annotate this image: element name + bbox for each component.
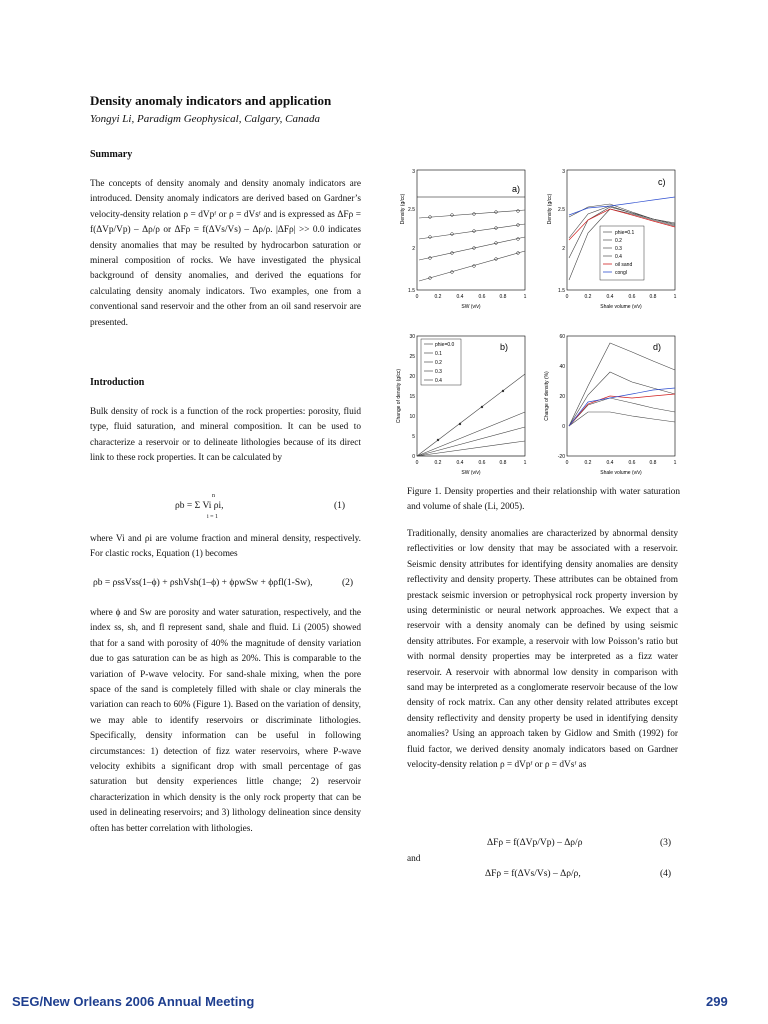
- svg-text:0: 0: [415, 294, 419, 300]
- svg-text:3: 3: [412, 169, 415, 175]
- introduction-heading: Introduction: [90, 377, 145, 388]
- svg-text:0.6: 0.6: [628, 294, 636, 300]
- panel-d-xlabel: Shale volume (v/v): [600, 470, 642, 476]
- svg-text:0: 0: [565, 460, 569, 466]
- panel-d-label: d): [653, 342, 662, 352]
- panel-c-xlabel: Shale volume (v/v): [600, 304, 642, 310]
- svg-text:0.6: 0.6: [478, 460, 486, 466]
- svg-text:5: 5: [412, 434, 415, 440]
- svg-text:60: 60: [559, 334, 565, 340]
- svg-text:2: 2: [412, 246, 415, 252]
- panel-a-label: a): [512, 184, 521, 194]
- svg-text:phie=0.1: phie=0.1: [615, 230, 635, 236]
- panel-b-xlabel: SW (v/v): [461, 470, 481, 476]
- figure-1: [388, 160, 698, 480]
- svg-text:1: 1: [523, 460, 527, 466]
- svg-text:0.8: 0.8: [649, 460, 657, 466]
- svg-text:-20: -20: [557, 454, 565, 460]
- svg-text:2: 2: [562, 246, 565, 252]
- panel-c-ylabel: Density (g/cc): [547, 193, 553, 225]
- svg-text:25: 25: [409, 354, 415, 360]
- svg-text:10: 10: [409, 414, 415, 420]
- svg-text:0.4: 0.4: [615, 254, 622, 260]
- svg-text:40: 40: [559, 364, 565, 370]
- svg-text:0.2: 0.2: [434, 460, 442, 466]
- equation-1-sum-top: n: [212, 493, 215, 499]
- summary-text: The concepts of density anomaly and density anomaly indicators are introduced. Density anomaly indicators are derived based on Gardner’s velocity-density relation ρ = dVpᶠ or ρ = dVsᶠ and is expressed as ΔFρ = f(ΔVp/Vp) – Δρ/ρ or ΔFρ = f(ΔVs/Vs) – Δρ/ρ. |ΔFρ| >> 0.0 indicates density anomalies that may be resulted by hydrocarbon saturation or mineral composition of rocks. We have investigated the physical background of density anomalies, and derived the equations for calculating density anomaly indicators. Two examples, one from a conventional sand reservoir and the other from an oil sand reservoir are presented.: [90, 179, 361, 328]
- svg-text:0.2: 0.2: [434, 294, 442, 300]
- page-number: 299: [706, 994, 728, 1009]
- equation-3-number: (3): [660, 838, 672, 848]
- equation-2: ρb = ρssVss(1–ϕ) + ρshVsh(1–ϕ) + ϕρwSw + ϕρfl(1-Sw),: [93, 578, 313, 588]
- svg-text:0.4: 0.4: [606, 460, 614, 466]
- authors: Yongyi Li, Paradigm Geophysical, Calgary, Canada: [90, 113, 320, 125]
- svg-text:30: 30: [409, 334, 415, 340]
- svg-text:0.2: 0.2: [584, 294, 592, 300]
- svg-text:20: 20: [559, 394, 565, 400]
- svg-text:0.4: 0.4: [435, 378, 442, 384]
- svg-text:0.3: 0.3: [615, 246, 622, 252]
- right-paragraph-1: Traditionally, density anomalies are characterized by abnormal density reflectivities or low density that may be associated with a reservoir. Seismic density attributes for identifying density anomalies are density reflectivity and density property. These attributes can be obtained from prestack seismic inversion or petrophysical rock property inversion by using deterministic or neural network approaches. We expect that a reservoir with a density anomaly can be defined by using seismic density attributes. For example, a reservoir with low Poisson’s ratio but with normal density properties may be interpreted as a fizz water reservoir. A reservoir with abnormal low density in comparison with sand may be interpreted as a conglomerate reservoir because of the low density of rock matrix. Can any other density related attributes except density reflectivity and density property be used in identifying density anomalies? Using an approach taken by Gidlow and Smith (1992) for fluid factor, we derived density anomaly indicators based on Gardner velocity-density relation ρ = dVpᶠ or ρ = dVsᶠ as: [407, 529, 678, 771]
- svg-text:0.2: 0.2: [584, 460, 592, 466]
- footer-meeting: SEG/New Orleans 2006 Annual Meeting: [12, 994, 255, 1009]
- svg-text:0.2: 0.2: [435, 360, 442, 366]
- svg-text:0: 0: [412, 454, 415, 460]
- svg-text:0.2: 0.2: [615, 238, 622, 244]
- summary-heading: Summary: [90, 149, 133, 160]
- svg-text:15: 15: [409, 394, 415, 400]
- svg-text:0.3: 0.3: [435, 369, 442, 375]
- svg-text:1.5: 1.5: [408, 288, 415, 294]
- svg-text:2.5: 2.5: [408, 207, 415, 213]
- equation-4-number: (4): [660, 869, 672, 879]
- panel-c-label: c): [658, 177, 666, 187]
- panel-a: [400, 169, 527, 310]
- svg-text:congl: congl: [615, 270, 627, 276]
- equation-3: ΔFρ = f(ΔVp/Vp) – Δρ/ρ: [487, 838, 583, 848]
- equation-1-sum-bottom: i = 1: [207, 514, 219, 520]
- svg-text:1.5: 1.5: [558, 288, 565, 294]
- svg-text:0.8: 0.8: [499, 294, 507, 300]
- panel-d: [544, 334, 677, 476]
- panel-b-label: b): [500, 342, 509, 352]
- and-text: and: [407, 854, 421, 864]
- svg-text:0: 0: [415, 460, 419, 466]
- equation-1-number: (1): [334, 501, 346, 511]
- svg-text:phie=0.0: phie=0.0: [435, 342, 455, 348]
- svg-text:1: 1: [523, 294, 527, 300]
- panel-d-ylabel: Change of density (%): [544, 371, 550, 421]
- svg-text:0.6: 0.6: [478, 294, 486, 300]
- svg-text:0.6: 0.6: [628, 460, 636, 466]
- svg-text:0.4: 0.4: [606, 294, 614, 300]
- panel-a-ylabel: Density (g/cc): [400, 193, 406, 225]
- figure-caption: Figure 1. Density properties and their relationship with water saturation and volume of shale (Li, 2005).: [407, 487, 680, 512]
- intro-paragraph-1: Bulk density of rock is a function of the rock properties: porosity, fluid type, fluid saturation, and mineral composition. It can be used to characterize a reservoir or to delineate lithologies because of its direct link to these rock properties. It can be calculated by: [90, 407, 361, 464]
- svg-text:0.8: 0.8: [499, 460, 507, 466]
- svg-text:oil sand: oil sand: [615, 262, 633, 268]
- intro-paragraph-3: where ϕ and Sw are porosity and water saturation, respectively, and the index ss, sh, and fl represent sand, shale and fluid. Li (2005) showed that for a sand with porosity of 40% the magnitude of density variation due to gas saturation can be as high as 20%. This is comparable to the variation of P-wave velocity. For sand-shale mixing, when the pore space of the sand is completely filled with shale or clay minerals the variation can reach to 60% (Figure 1). Based on the variation of density, we may able to identify reservoirs or discriminate lithologies. Specifically, density information can be useful in following circumstances: 1) detection of fizz water reservoirs, where P-wave velocity exhibits a significant drop with small percentage of gas saturation but density experiences little change; 2) reservoir characterization in which density is the only rock property that can be used in delineating reservoirs; and 3) lithology delineation since density often has better correlation with lithologies.: [90, 608, 361, 834]
- svg-text:1: 1: [673, 460, 677, 466]
- svg-text:0.4: 0.4: [456, 460, 464, 466]
- svg-text:3: 3: [562, 169, 565, 175]
- panel-b: [396, 334, 527, 476]
- svg-text:0.1: 0.1: [435, 351, 442, 357]
- svg-text:20: 20: [409, 374, 415, 380]
- svg-text:2.5: 2.5: [558, 207, 565, 213]
- panel-c: [547, 169, 677, 310]
- intro-paragraph-2: where Vi and ρi are volume fraction and mineral density, respectively. For clastic rocks, Equation (1) becomes: [90, 534, 361, 560]
- svg-text:0: 0: [565, 294, 569, 300]
- equation-4: ΔFρ = f(ΔVs/Vs) – Δρ/ρ,: [485, 869, 581, 879]
- svg-text:1: 1: [673, 294, 677, 300]
- paper-title: Density anomaly indicators and application: [90, 93, 332, 108]
- equation-1: ρb = Σ Vi ρi,: [175, 501, 224, 511]
- panel-b-ylabel: Change of density (g/cc): [396, 368, 402, 424]
- svg-text:0.4: 0.4: [456, 294, 464, 300]
- svg-text:0: 0: [562, 424, 565, 430]
- equation-2-number: (2): [342, 578, 354, 588]
- panel-a-xlabel: SW (v/v): [461, 304, 481, 310]
- svg-text:0.8: 0.8: [649, 294, 657, 300]
